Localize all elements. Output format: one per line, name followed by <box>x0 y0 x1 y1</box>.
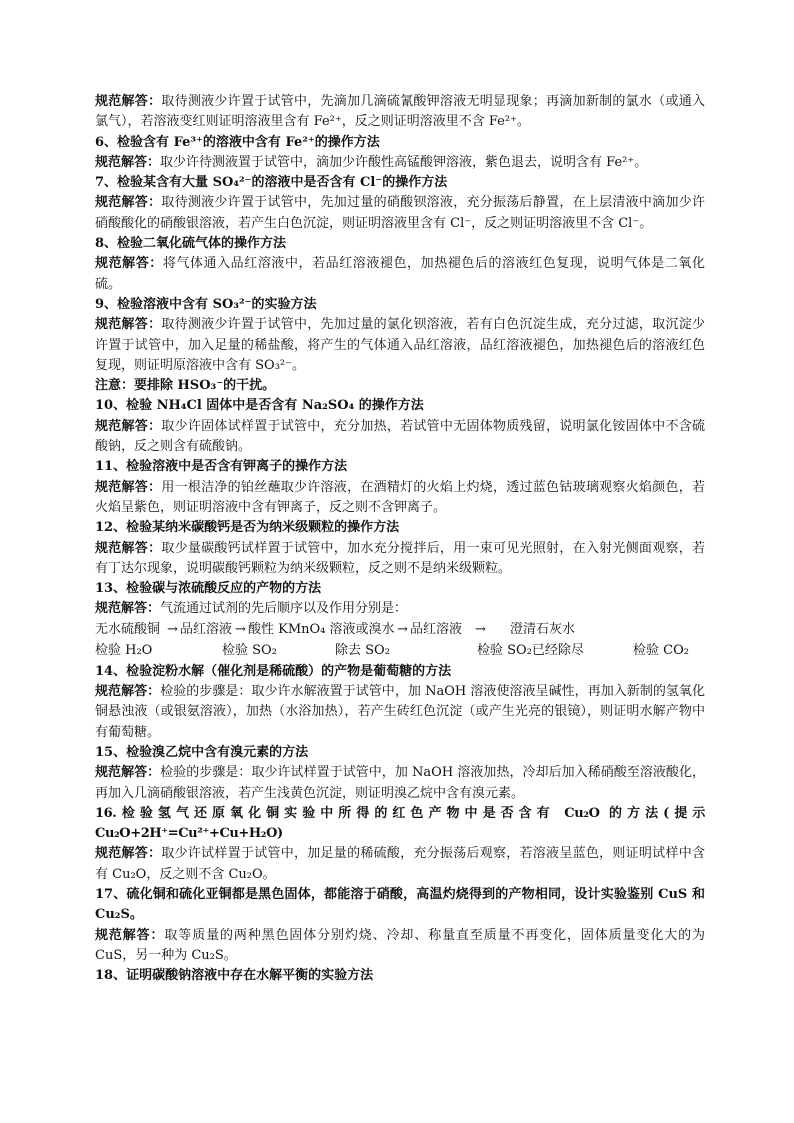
answer-text: 取少许试样置于试管中，加足量的稀硫酸，充分振荡后观察，若溶液呈蓝色，则证明试样中含有 Cu₂O，反之则不含 Cu₂O。 <box>95 846 705 882</box>
flow-purpose: 检验 SO₂已经除尽 <box>477 642 584 658</box>
answer-label: 规范解答： <box>95 317 162 333</box>
flow-purpose: 检验 CO₂ <box>633 642 689 658</box>
answer-paragraph <box>95 539 705 580</box>
answer-paragraph <box>95 763 705 804</box>
question-title: 8、检验二氧化硫气体的操作方法 <box>95 236 287 252</box>
answer-label: 规范解答： <box>95 195 162 211</box>
answer-label: 规范解答： <box>95 94 162 109</box>
answer-text: 气流通过试剂的先后顺序以及作用分别是： <box>160 601 408 617</box>
question-title: 15、检验溴乙烷中含有溴元素的方法 <box>95 744 309 760</box>
flow-purpose: 检验 SO₂ <box>222 642 277 658</box>
flow-purpose: 检验 H₂O <box>95 642 153 658</box>
question-title: 13、检验碳与浓硫酸反应的产物的方法 <box>95 581 322 597</box>
answer-text: 将气体通入品红溶液中，若品红溶液褪色，加热褪色后的溶液红色复现，说明气体是二氧化硫。 <box>95 256 705 292</box>
flow-purpose: 除去 SO₂ <box>335 642 390 658</box>
answer-text: 取等质量的两种黑色固体分别灼烧、冷却、称量直至质量不再变化，固体质量变化大的为 CuS，另一种为 Cu₂S。 <box>95 927 705 963</box>
answer-paragraph <box>95 417 705 458</box>
answer-paragraph <box>95 478 705 519</box>
question-title: 16.检验氢气还原氧化铜实验中所得的红色产物中是否含有 Cu₂O 的方法(提示 Cu₂O+2H⁺=Cu²⁺+Cu+H₂O) <box>95 805 705 842</box>
answer-label: 规范解答： <box>95 601 161 617</box>
flow-arrow: → <box>235 621 246 637</box>
flow-step: 品红溶液 <box>410 621 463 637</box>
flow-step: 酸性 KMnO₄ 溶液或溴水 <box>248 621 395 637</box>
answer-paragraph <box>95 599 705 619</box>
answer-label: 规范解答： <box>95 418 162 434</box>
answer-label: 规范解答： <box>95 846 162 862</box>
answer-paragraph <box>95 254 705 295</box>
note-text: 注意：要排除 HSO₃⁻的干扰。 <box>95 378 276 394</box>
answer-paragraph <box>95 682 705 743</box>
answer-label: 规范解答： <box>95 927 165 943</box>
answer-paragraph <box>95 926 705 967</box>
answer-text: 取少量碳酸钙试样置于试管中，加水充分搅拌后，用一束可见光照射，在入射光侧面观察，若有丁达尔现象，说明碳酸钙颗粒为纳米级颗粒，反之则不是纳米级颗粒。 <box>95 540 705 576</box>
answer-text: 检验的步骤是：取少许水解液置于试管中，加 NaOH 溶液使溶液呈碱性，再加入新制的氢氧化铜悬浊液（或银氨溶液），加热（水浴加热），若产生砖红色沉淀（或产生光亮的银镜），则证明水解产物中有葡萄糖。 <box>95 684 705 740</box>
question-title: 14、检验淀粉水解（催化剂是稀硫酸）的产物是葡萄糖的方法 <box>95 663 452 679</box>
question-title: 11、检验溶液中是否含有钾离子的操作方法 <box>95 459 348 475</box>
answer-paragraph <box>95 92 705 133</box>
answer-label: 规范解答： <box>95 479 162 495</box>
flow-arrow: → <box>167 621 178 637</box>
answer-text: 取待测液少许置于试管中，先加过量的氯化钡溶液，若有白色沉淀生成，充分过滤，取沉淀少许置于试管中，加入足量的稀盐酸，将产生的气体通入品红溶液，品红溶液褪色，加热褪色后的溶液红色复现，则证明原溶液中含有 SO₃²⁻。 <box>95 317 705 373</box>
reagent-flow <box>95 620 705 641</box>
answer-text: 取少许待测液置于试管中，滴加少许酸性高锰酸钾溶液，紫色退去，说明含有 Fe²⁺。 <box>160 154 648 170</box>
flow-step: 无水硫酸铜 <box>95 621 161 637</box>
reagent-purpose-row <box>95 641 705 662</box>
answer-label: 规范解答： <box>95 256 163 272</box>
flow-arrow: → <box>475 621 486 637</box>
answer-label: 规范解答： <box>95 765 161 781</box>
answer-paragraph <box>95 153 705 173</box>
flow-arrow: → <box>397 621 408 637</box>
answer-text: 取待测液少许置于试管中，先滴加几滴硫氰酸钾溶液无明显现象；再滴加新制的氯水（或通入氯气），若溶液变红则证明溶液里含有 Fe²⁺，反之则证明溶液里不含 Fe²⁺。 <box>95 94 705 130</box>
answer-label: 规范解答： <box>95 540 162 556</box>
answer-label: 规范解答： <box>95 154 161 170</box>
question-title: 10、检验 NH₄Cl 固体中是否含有 Na₂SO₄ 的操作方法 <box>95 398 424 414</box>
answer-text: 取少许固体试样置于试管中，充分加热，若试管中无固体物质残留，说明氯化铵固体中不含硫酸钠，反之则含有硫酸钠。 <box>95 418 705 455</box>
answer-text: 用一根洁净的铂丝蘸取少许溶液，在酒精灯的火焰上灼烧，透过蓝色钴玻璃观察火焰颜色，若火焰呈紫色，则证明溶液中含有钾离子，反之则不含钾离子。 <box>95 479 705 515</box>
question-title: 6、检验含有 Fe³⁺的溶液中含有 Fe²⁺的操作方法 <box>95 134 380 150</box>
question-title: 7、检验某含有大量 SO₄²⁻的溶液中是否含有 Cl⁻的操作方法 <box>95 175 448 191</box>
answer-text: 取待测液少许置于试管中，先加过量的硝酸钡溶液，充分振荡后静置，在上层清液中滴加少许硝酸酸化的硝酸银溶液，若产生白色沉淀，则证明溶液里含有 Cl⁻，反之则证明溶液里不含 Cl⁻。 <box>95 195 705 231</box>
answer-paragraph <box>95 315 705 376</box>
answer-label: 规范解答： <box>95 684 161 700</box>
question-title: 9、检验溶液中含有 SO₃²⁻的实验方法 <box>95 296 317 312</box>
question-title: 12、检验某纳米碳酸钙是否为纳米级颗粒的操作方法 <box>95 520 400 536</box>
question-title: 17、硫化铜和硫化亚铜都是黑色固体，都能溶于硝酸，高温灼烧得到的产物相同，设计实验鉴别 CuS 和 Cu₂S。 <box>95 886 705 923</box>
flow-step: 澄清石灰水 <box>510 621 576 637</box>
flow-step: 品红溶液 <box>180 621 233 637</box>
answer-paragraph <box>95 193 705 234</box>
answer-text: 检验的步骤是：取少许试样置于试管中，加 NaOH 溶液加热，冷却后加入稀硝酸至溶液酸化，再加入几滴硝酸银溶液，若产生浅黄色沉淀，则证明溴乙烷中含有溴元素。 <box>95 765 705 801</box>
question-title: 18、证明碳酸钠溶液中存在水解平衡的实验方法 <box>95 968 374 984</box>
document-page <box>95 92 705 986</box>
answer-paragraph <box>95 844 705 885</box>
